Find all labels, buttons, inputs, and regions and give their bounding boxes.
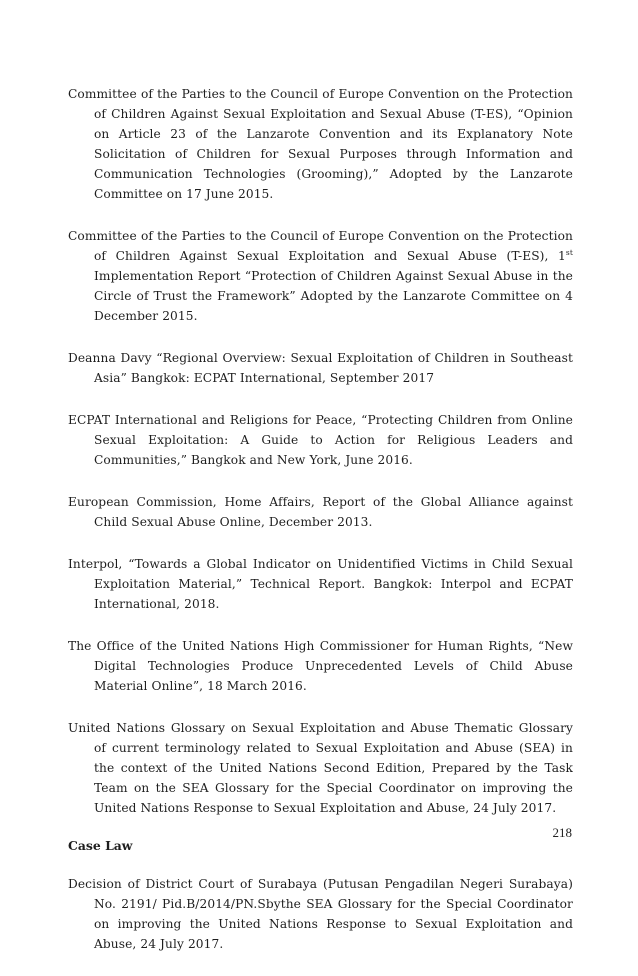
reference-entry: Committee of the Parties to the Council of Europe Convention on the Protection of Children Against Sexual Exploitation and Sexual Abuse (T-ES), “Opinion on Article 23 of the Lanzarote Convention and its Explanatory Note Solicitation of Children for Sexual Purposes through Information and Communication Technologies (Grooming),” Adopted by the Lanzarote Committee on 17 June 2015. xyxy=(68,87,573,201)
reference-text: Committee of the Parties to the Council of Europe Convention on the Protection of Children Against Sexual Exploitation and Sexual Abuse (T-ES), 1 xyxy=(68,229,573,263)
reference-text: Implementation Report “Protection of Children Against Sexual Abuse in the Circle of Trust the Framework” Adopted by the Lanzarote Committee on 4 December 2015. xyxy=(94,269,573,323)
reference-entry: European Commission, Home Affairs, Report of the Global Alliance against Child Sexual Abuse Online, December 2013. xyxy=(68,495,573,529)
reference-entry: The Office of the United Nations High Commissioner for Human Rights, “New Digital Technologies Produce Unprecedented Levels of Child Abuse Material Online”, 18 March 2016. xyxy=(68,639,573,693)
reference-entry: Deanna Davy “Regional Overview: Sexual Exploitation of Children in Southeast Asia” Bangkok: ECPAT International, September 2017 xyxy=(68,351,573,385)
reference-entry: United Nations Glossary on Sexual Exploitation and Abuse Thematic Glossary of current terminology related to Sexual Exploitation and Abuse (SEA) in the context of the United Nations Second Edition, Prepared by the Task Team on the SEA Glossary for the Special Coordinator on improving the United Nations Response to Sexual Exploitation and Abuse, 24 July 2017. xyxy=(68,721,573,815)
case-law-heading: Case Law xyxy=(68,838,133,853)
case-law-entry: Decision of District Court of Surabaya (Putusan Pengadilan Negeri Surabaya) No. 2191/ Pid.B/2014/PN.Sbythe SEA Glossary for the Special Coordinator on improving the United Nations Response to Sexual Exploitation and Abuse, 24 July 2017. xyxy=(68,877,573,951)
reference-list xyxy=(68,84,573,976)
reference-entry: ECPAT International and Religions for Peace, “Protecting Children from Online Sexual Exploitation: A Guide to Action for Religious Leaders and Communities,” Bangkok and New York, June 2016. xyxy=(68,413,573,467)
superscript-ordinal: st xyxy=(565,247,573,257)
page-number: 218 xyxy=(552,825,572,840)
reference-entry xyxy=(68,226,573,326)
reference-entry: Interpol, “Towards a Global Indicator on Unidentified Victims in Child Sexual Exploitation Material,” Technical Report. Bangkok: Interpol and ECPAT International, 2018. xyxy=(68,557,573,611)
